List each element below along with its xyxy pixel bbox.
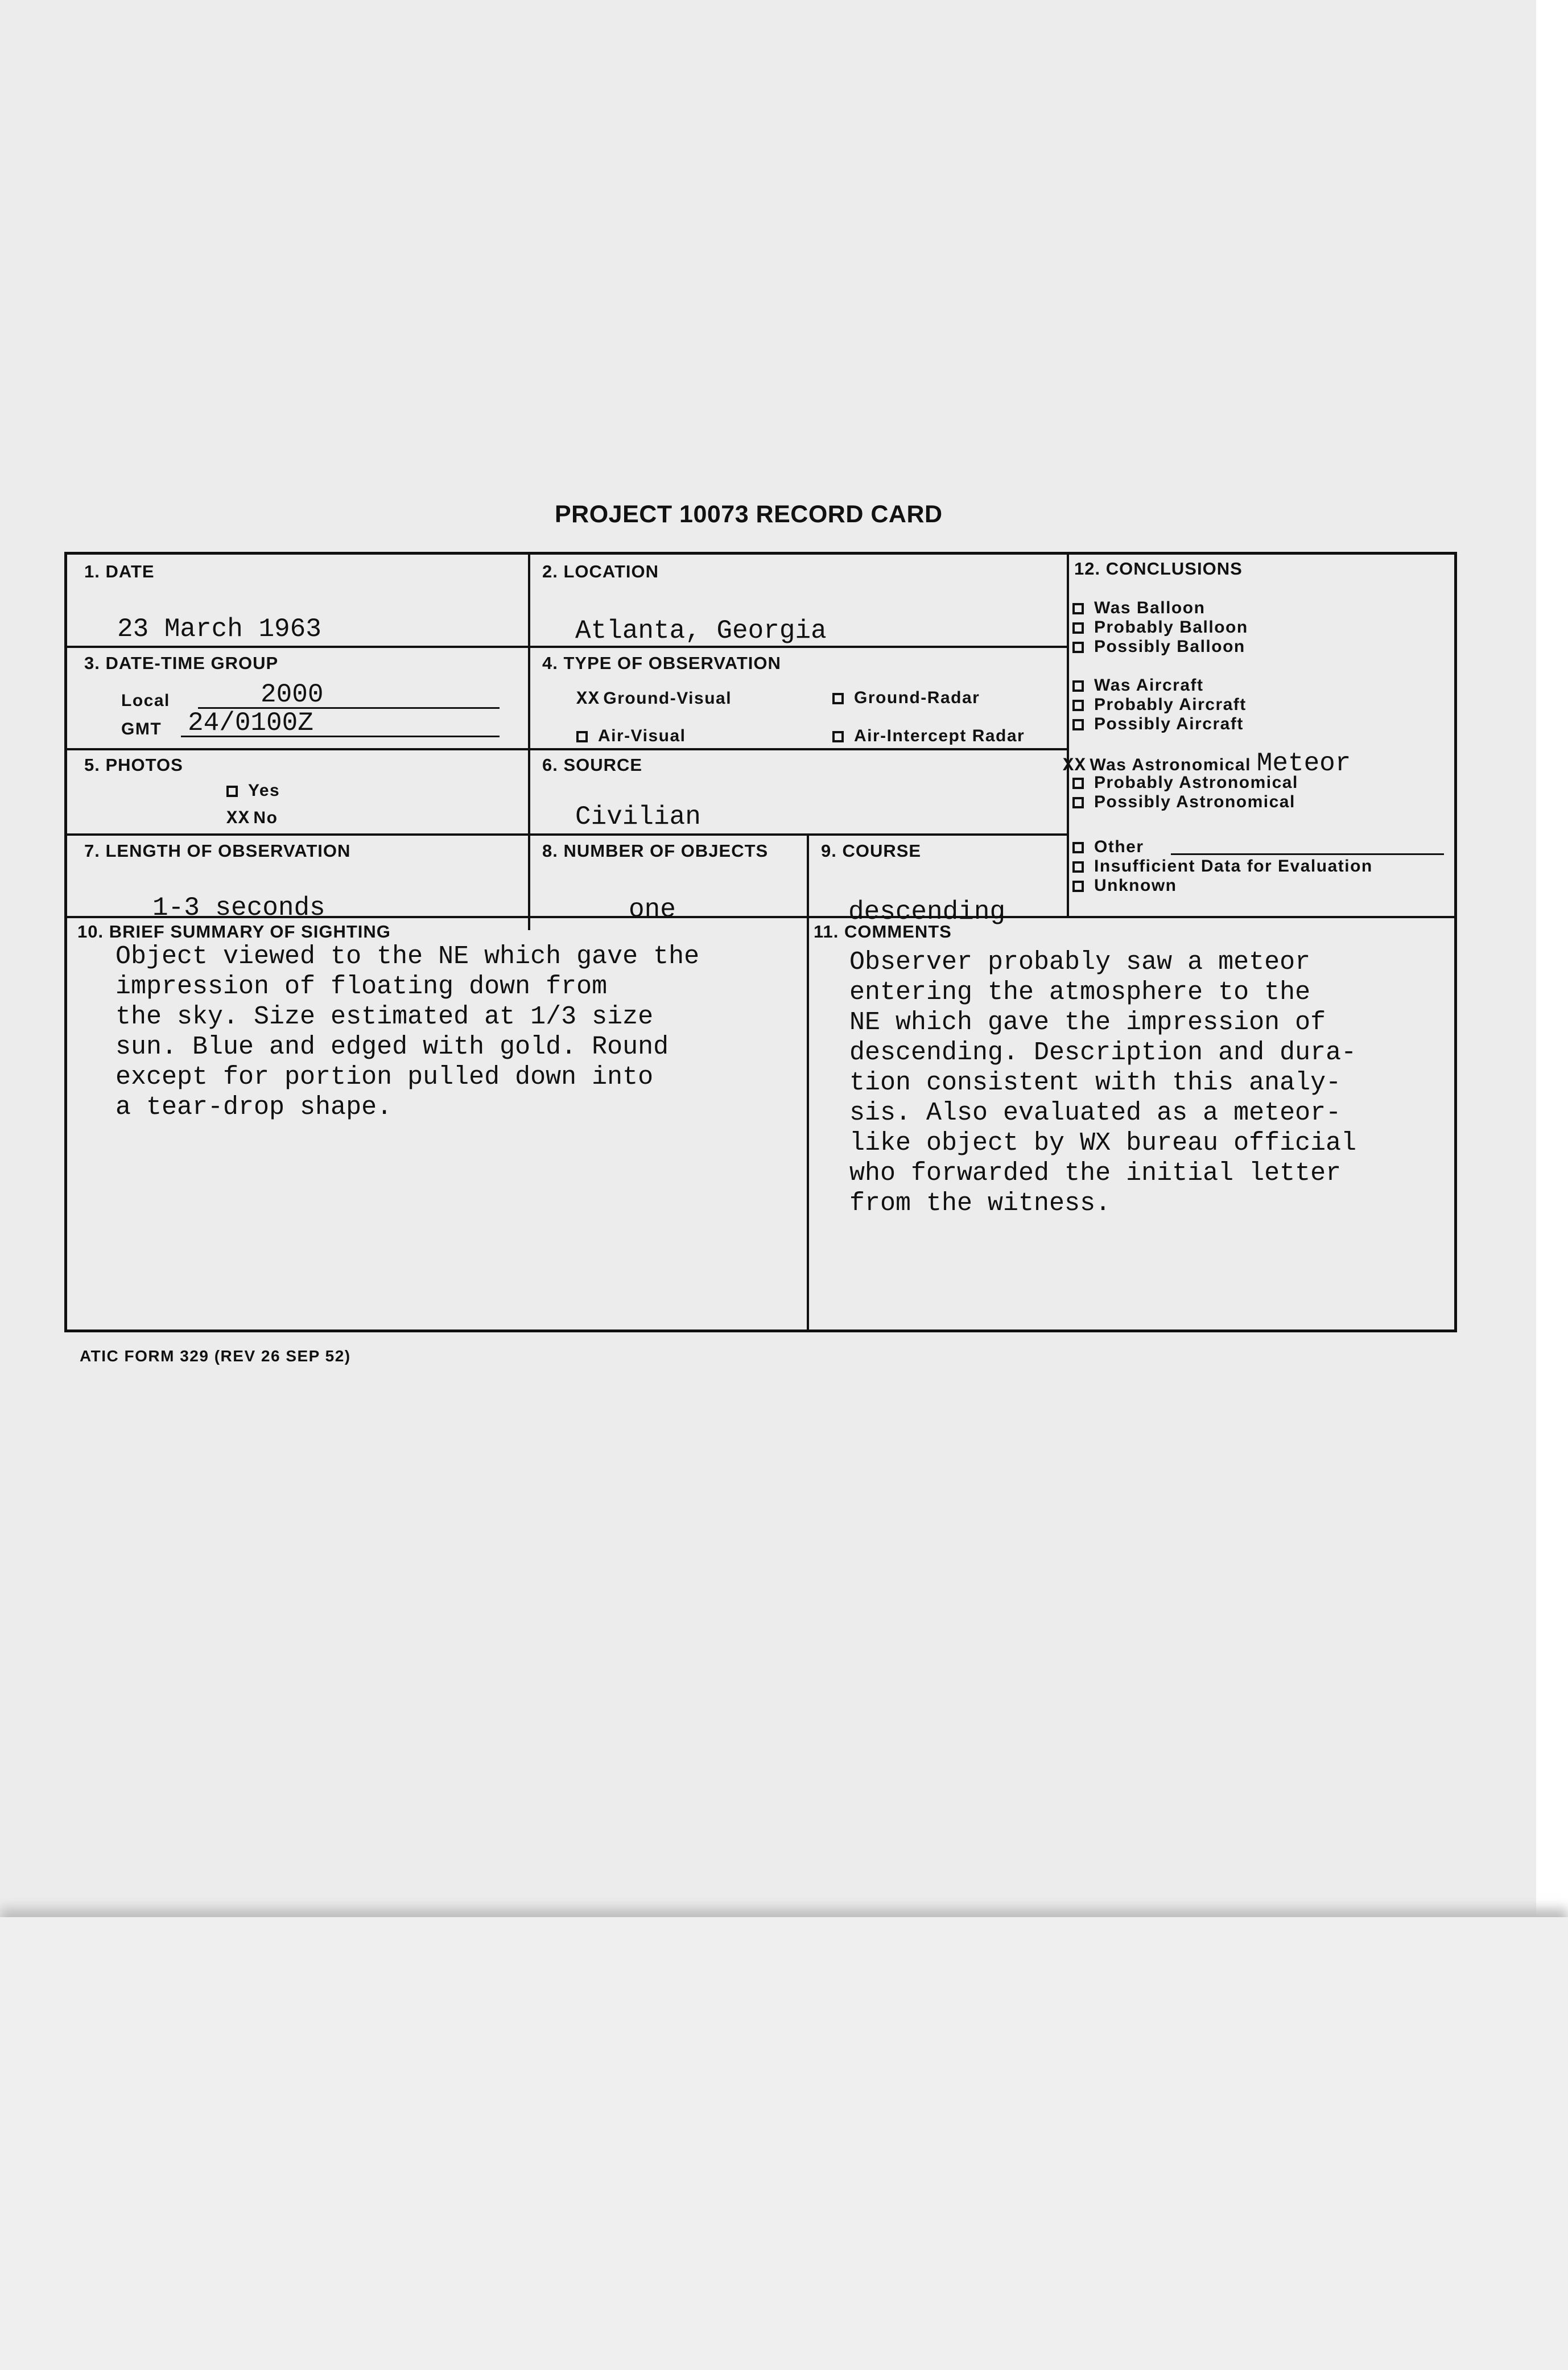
divider-conclusions: [1067, 555, 1069, 916]
date-value: 23 March 1963: [117, 614, 321, 644]
conclusion-text: Was Aircraft: [1094, 676, 1204, 695]
comments-label: 11. COMMENTS: [814, 922, 952, 942]
record-card: [64, 552, 1457, 1332]
conclusions-label: 12. CONCLUSIONS: [1074, 559, 1243, 579]
other-underline: [1171, 853, 1444, 855]
number-label: 8. NUMBER OF OBJECTS: [542, 841, 769, 861]
conclusion-text: Insufficient Data for Evaluation: [1094, 857, 1373, 876]
checkbox-icon: [1072, 719, 1084, 730]
checkbox-icon: [1072, 861, 1084, 873]
conclusion-text: Was Astronomical: [1090, 755, 1251, 774]
course-label: 9. COURSE: [821, 841, 922, 861]
meteor-note: Meteor: [1256, 749, 1351, 778]
gmt-label: GMT: [121, 720, 162, 738]
conclusion-insufficient-data: [1072, 857, 1373, 876]
gmt-value: 24/0100Z: [188, 708, 313, 738]
astronomical-check-mark: XX: [1063, 755, 1087, 776]
photos-yes-text: Yes: [248, 781, 280, 800]
checkbox-icon: [1072, 680, 1084, 692]
ground-radar-text: Ground-Radar: [854, 688, 980, 707]
photos-label: 5. PHOTOS: [84, 755, 183, 775]
card-title: PROJECT 10073 RECORD CARD: [555, 501, 943, 528]
ground-visual-check-mark: XX: [576, 688, 600, 709]
local-label: Local: [121, 691, 170, 710]
conclusion-was-balloon: [1072, 598, 1248, 618]
summary-text: Object viewed to the NE which gave the impression of floating down from the sky. Size estimated at 1/3 size sun. Blue and edged with gold. Round except for portion pulled down into a tear-drop shape.: [115, 942, 700, 1122]
checkbox-icon: [1072, 797, 1084, 808]
conclusion-possibly-astronomical: [1063, 792, 1351, 812]
conclusion-was-astronomical: [1063, 749, 1351, 778]
location-value: Atlanta, Georgia: [575, 616, 827, 646]
divider-comments: [807, 916, 809, 1331]
form-footer: ATIC FORM 329 (REV 26 SEP 52): [80, 1347, 351, 1365]
photos-no-text: No: [253, 808, 278, 827]
number-value: one: [629, 895, 676, 924]
conclusion-text: Unknown: [1094, 876, 1177, 895]
air-intercept-text: Air-Intercept Radar: [854, 726, 1025, 745]
checkbox-icon: [832, 731, 844, 742]
conclusions-group-balloon: [1072, 598, 1248, 657]
checkbox-icon: [1072, 842, 1084, 853]
conclusions-group-aircraft: [1072, 676, 1247, 734]
option-air-visual: [576, 726, 686, 746]
conclusion-text: Probably Aircraft: [1094, 695, 1247, 714]
checkbox-icon: [832, 693, 844, 704]
ground-visual-text: Ground-Visual: [603, 689, 732, 708]
conclusions-group-other: [1072, 837, 1373, 895]
length-value: 1-3 seconds: [152, 893, 325, 923]
conclusion-text: Possibly Balloon: [1094, 637, 1245, 656]
backdrop: [0, 1917, 1568, 2370]
conclusion-text: Probably Astronomical: [1094, 773, 1298, 792]
option-air-intercept: [832, 726, 1025, 746]
comments-text: Observer probably saw a meteor entering the atmosphere to the NE which gave the impression of descending. Description and dura- tion consistent with this analy- sis. Also evaluated as a meteor- like object by WX bureau official who forwarded the initial letter from the witness.: [849, 948, 1357, 1218]
summary-label: 10. BRIEF SUMMARY OF SIGHTING: [77, 922, 391, 942]
option-photos-yes: [226, 781, 280, 800]
conclusion-probably-aircraft: [1072, 695, 1247, 715]
conclusion-possibly-aircraft: [1072, 715, 1247, 734]
air-visual-text: Air-Visual: [598, 726, 686, 745]
conclusion-text: Other: [1094, 837, 1144, 856]
conclusion-text: Was Balloon: [1094, 598, 1206, 617]
divider-col1: [528, 555, 530, 930]
divider-row1: [67, 646, 1067, 648]
length-label: 7. LENGTH OF OBSERVATION: [84, 841, 351, 861]
divider-col-course: [807, 833, 809, 916]
local-value: 2000: [261, 680, 324, 709]
checkbox-icon: [1072, 603, 1084, 614]
course-value: descending: [848, 897, 1006, 927]
checkbox-icon: [576, 731, 588, 742]
conclusion-probably-balloon: [1072, 618, 1248, 637]
divider-row2: [67, 748, 1067, 750]
checkbox-icon: [1072, 700, 1084, 711]
source-value: Civilian: [575, 802, 701, 832]
option-photos-no: [226, 808, 278, 829]
location-label: 2. LOCATION: [542, 561, 659, 581]
checkbox-icon: [1072, 642, 1084, 653]
type-label: 4. TYPE OF OBSERVATION: [542, 653, 781, 673]
conclusion-was-aircraft: [1072, 676, 1247, 695]
conclusion-text: Possibly Aircraft: [1094, 715, 1244, 733]
conclusion-text: Possibly Astronomical: [1094, 792, 1295, 811]
photos-no-check-mark: XX: [226, 808, 250, 829]
checkbox-icon: [1072, 622, 1084, 634]
conclusion-possibly-balloon: [1072, 637, 1248, 657]
source-label: 6. SOURCE: [542, 755, 643, 775]
conclusion-unknown: [1072, 876, 1373, 895]
checkbox-icon: [1072, 778, 1084, 789]
option-ground-visual: [576, 688, 732, 709]
divider-row3: [67, 833, 1067, 836]
option-ground-radar: [832, 688, 980, 708]
dtg-label: 3. DATE-TIME GROUP: [84, 653, 279, 673]
conclusion-text: Probably Balloon: [1094, 618, 1248, 637]
checkbox-icon: [1072, 881, 1084, 892]
date-label: 1. DATE: [84, 561, 155, 581]
checkbox-icon: [226, 786, 238, 797]
conclusions-group-astronomical: [1063, 749, 1351, 812]
